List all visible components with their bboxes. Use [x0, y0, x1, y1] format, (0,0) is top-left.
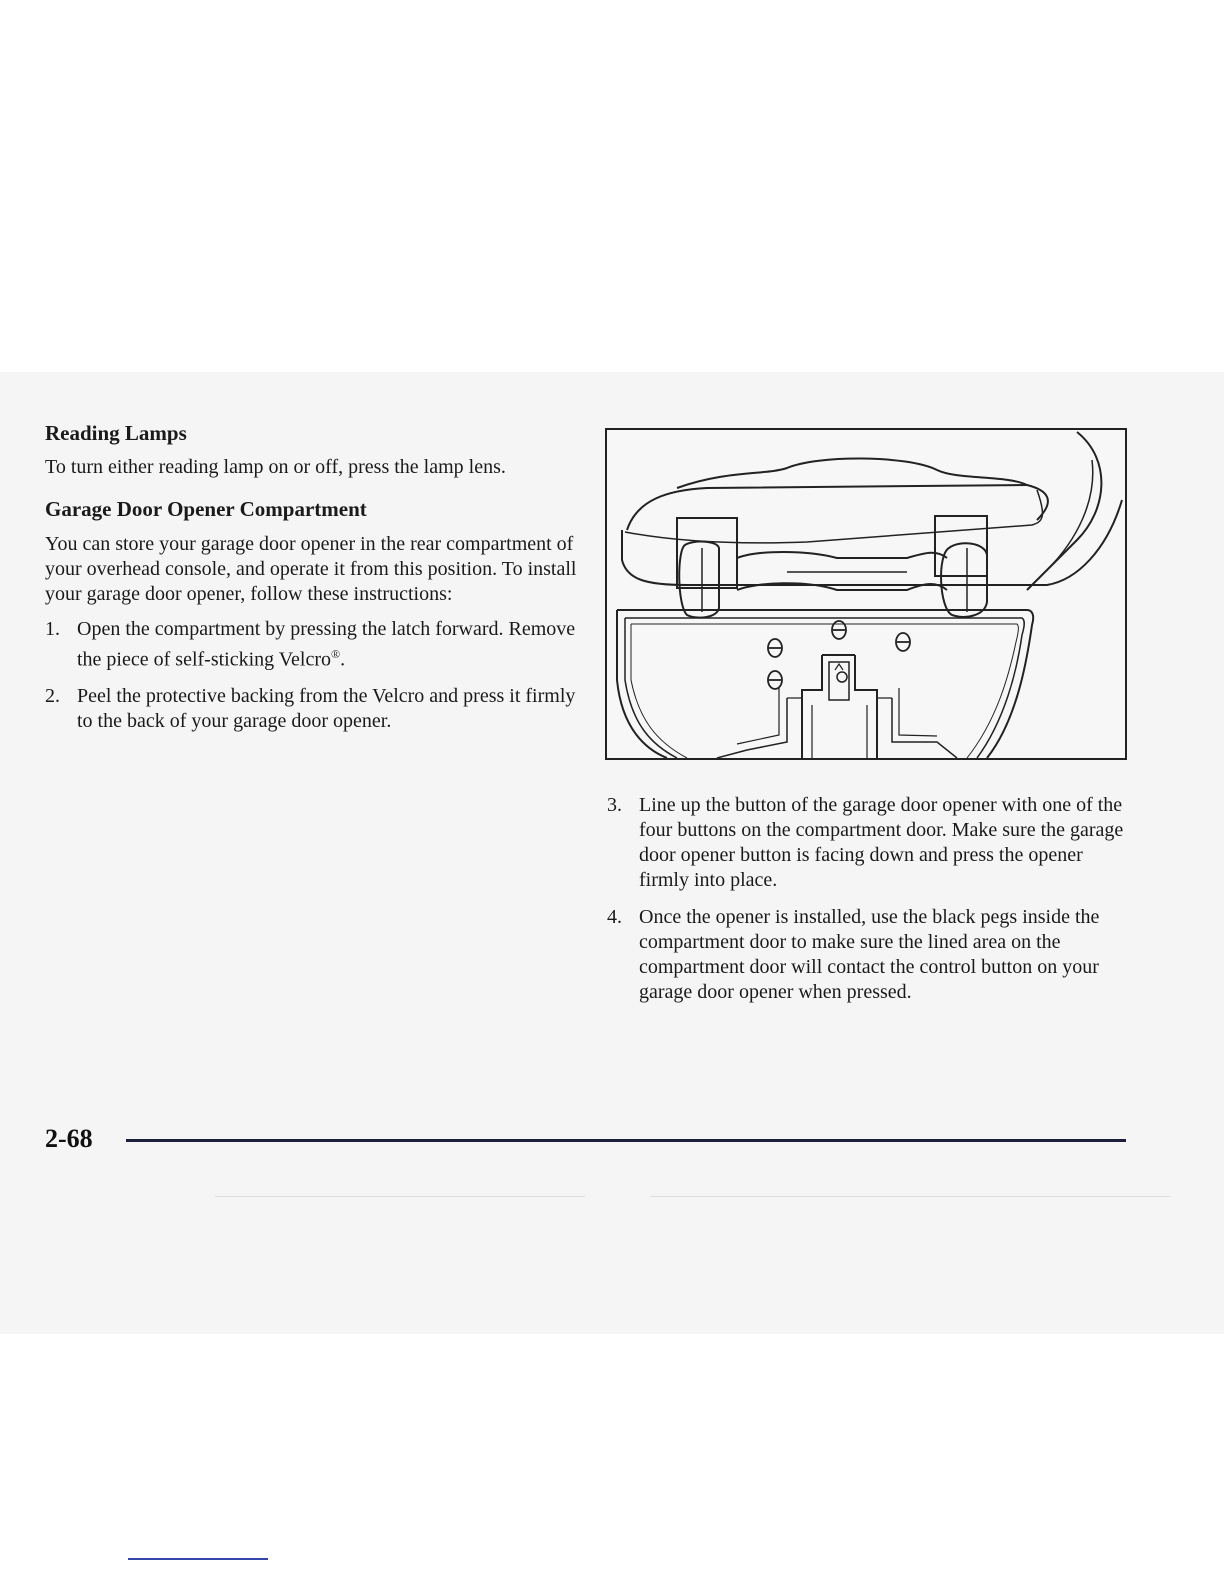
- right-column: [607, 793, 1127, 1017]
- reading-lamps-body: To turn either reading lamp on or off, press the lamp lens.: [45, 456, 506, 479]
- overhead-console-illustration: [605, 428, 1127, 760]
- step-text: Once the opener is installed, use the black pegs inside the compartment door to make sure the lined area on the compartment door will contact the control button on your garage door opener when pressed.: [639, 906, 1100, 1003]
- step-number: 2.: [45, 685, 60, 708]
- divider: [650, 1196, 1170, 1197]
- step-text-tail: .: [340, 648, 346, 671]
- steps-list-left: [45, 617, 585, 735]
- left-column: [45, 420, 585, 746]
- registered-mark: ®: [330, 646, 341, 661]
- steps-list-right: [607, 793, 1127, 1005]
- reading-lamps-heading: Reading Lamps: [45, 421, 187, 445]
- step-text: Open the compartment by pressing the latch forward. Remove the piece of self-sticking Velcro: [77, 617, 576, 671]
- list-item: [45, 617, 585, 673]
- step-text: Line up the button of the garage door opener with one of the four buttons on the compartment door. Make sure the garage door opener button is facing down and press the opener firmly into place.: [639, 794, 1124, 891]
- step-number: 1.: [45, 617, 60, 640]
- divider: [215, 1196, 585, 1197]
- step-number: 4.: [607, 906, 622, 928]
- garage-door-heading: Garage Door Opener Compartment: [45, 497, 367, 522]
- page-number: 2-68: [45, 1124, 93, 1153]
- divider: [128, 1558, 268, 1560]
- list-item: [45, 684, 585, 734]
- footer-rule: [126, 1139, 1126, 1142]
- step-number: 3.: [607, 794, 622, 816]
- garage-door-intro: You can store your garage door opener in the rear compartment of your overhead console, and operate it from this position. To install your garage door opener, follow these instructions:: [45, 532, 577, 605]
- list-item: [607, 793, 1127, 893]
- step-text: Peel the protective backing from the Velcro and press it firmly to the back of your garage door opener.: [77, 685, 576, 733]
- list-item: [607, 905, 1127, 1005]
